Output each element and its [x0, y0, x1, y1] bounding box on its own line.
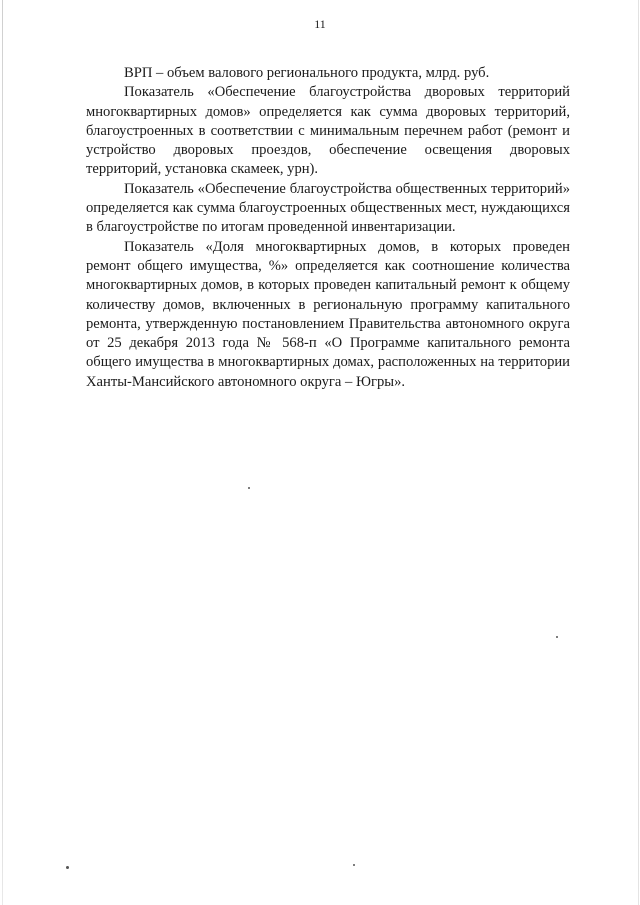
paragraph-public-territories: Показатель «Обеспечение благоустройства общественных территорий» определяется как сумма благоустроенных общественных мест, нуждающихся в благоустройстве по итогам проведенной инвентаризации. — [86, 180, 570, 236]
scan-speck — [66, 866, 69, 869]
paragraph-vrp-definition: ВРП – объем валового регионального продукта, млрд. руб. — [124, 65, 490, 81]
document-body — [86, 64, 570, 392]
paragraph-courtyard-improvement: Показатель «Обеспечение благоустройства дворовых территорий многоквартирных домов» определяется как сумма дворовых территорий, благоустроенных в соответствии с минимальным перечнем работ (ремонт и устройство дворовых проездов, обеспечение освещения дворовых территорий, установка скамеек, урн). — [86, 84, 570, 178]
scan-speck — [353, 864, 355, 866]
paragraph-apartment-repair-share: Показатель «Доля многоквартирных домов, в которых проведен ремонт общего имущества, %» определяется как соотношение количества многоквартирных домов, в которых проведен капитальный ремонт к общему количеству домов, включенных в региональную программу капитального ремонта, утвержденную постановлением Правительства автономного округа от 25 декабря 2013 года № 568-п «О Программе капитального ремонта общего имущества в многоквартирных домах, расположенных на территории Ханты-Мансийского автономного округа – Югры». — [86, 238, 570, 390]
scan-edge-right — [638, 0, 639, 905]
scan-edge-left — [2, 0, 3, 905]
page-number: 11 — [314, 17, 326, 31]
scan-speck — [556, 636, 558, 638]
scan-speck — [248, 487, 250, 489]
